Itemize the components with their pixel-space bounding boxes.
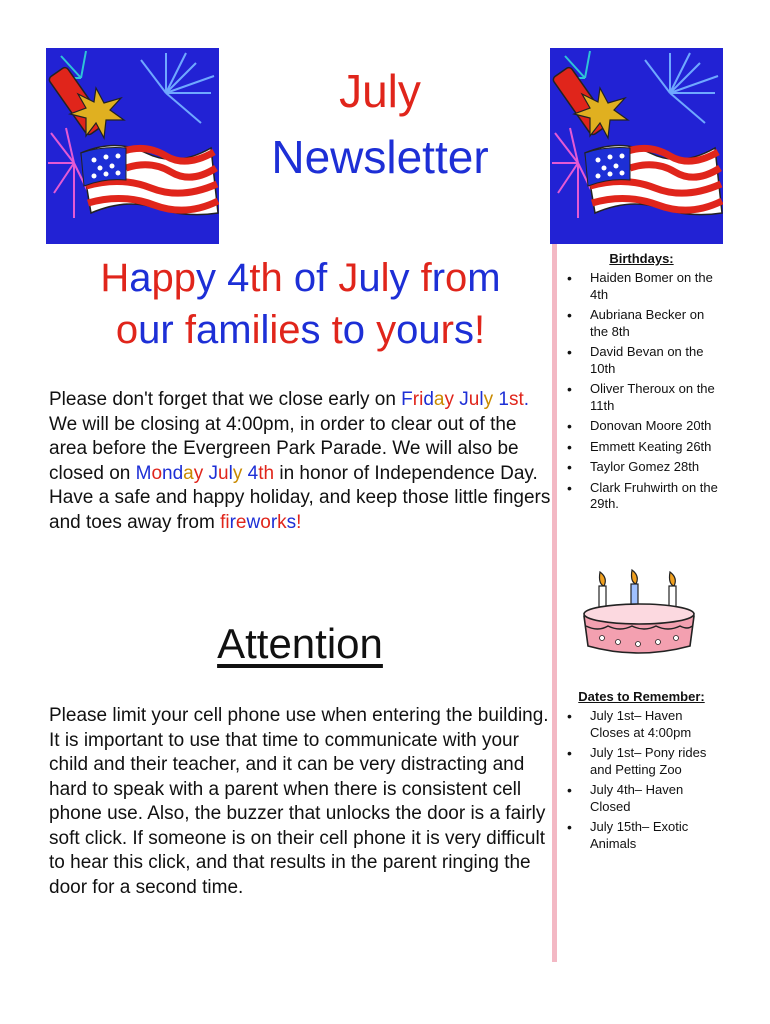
headline-line1: Happy 4th of July from [100,256,501,300]
birthday-cake-icon [578,568,700,658]
list-item: • Emmett Keating 26th [563,439,720,456]
fireworks-flag-clipart-left [46,48,219,244]
list-item: • Aubriana Becker on the 8th [563,307,720,340]
birthdays-list [563,270,720,513]
list-item: • Haiden Bomer on the 4th [563,270,720,303]
list-item: • Oliver Theroux on the 11th [563,381,720,414]
early-closing-paragraph: Please don't forget that we close early on Friday July 1st. We will be closing at 4:00pm, in order to clear out of the area before the Evergreen Park Parade. We will also be closed on Monday July 4th in honor of Independence Day. Have a safe and happy holiday, and keep those little fingers and toes away from fireworks! [49,389,551,533]
holiday-greeting-headline [48,252,553,356]
dates-list [563,708,720,852]
column-divider [552,244,557,962]
newsletter-title-line2: Newsletter [271,131,489,183]
dates-heading: Dates to Remember: [578,689,705,704]
headline-line2: our families to yours! [115,308,486,352]
list-item: • Taylor Gomez 28th [563,459,720,476]
cell-phone-notice-paragraph: Please limit your cell phone use when entering the building. It is important to use that time to communicate with your child and their teacher, and it can be very distracting and hard to speak with a parent when there is consistent cell phone use. Also, the buzzer that unlocks the door is a fairly soft click. If someone is on their cell phone it is very difficult to hear this click, and that results in the parent ringing the door for a second time. [49,705,549,898]
newsletter-title-line1: July [339,65,421,117]
birthdays-heading: Birthdays: [609,251,674,266]
list-item: • July 4th– Haven Closed [563,782,720,815]
list-item: • July 15th– Exotic Animals [563,819,720,852]
list-item: • Donovan Moore 20th [563,418,720,435]
dates-to-remember-section [563,689,720,856]
list-item: • David Bevan on the 10th [563,344,720,377]
list-item: • July 1st– Haven Closes at 4:00pm [563,708,720,741]
birthdays-section [563,251,720,517]
list-item: • July 1st– Pony rides and Petting Zoo [563,745,720,778]
attention-heading: Attention [217,620,383,667]
fireworks-flag-clipart-right [550,48,723,244]
list-item: • Clark Fruhwirth on the 29th. [563,480,720,513]
